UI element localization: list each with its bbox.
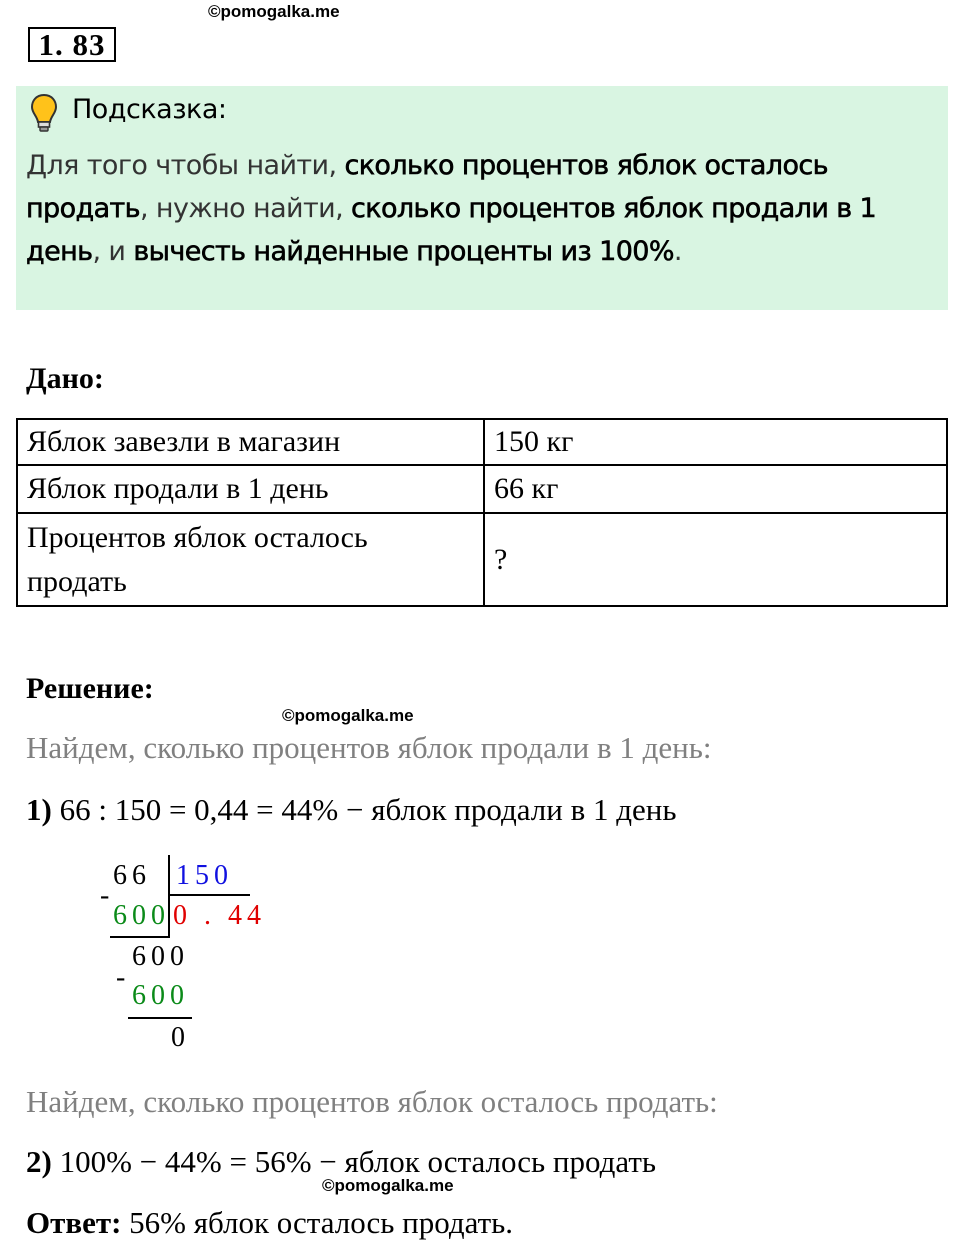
subtraction-line-2 <box>128 1017 192 1019</box>
given-label: Яблок продали в 1 день <box>17 465 484 513</box>
division-dividend: 66 <box>113 860 151 891</box>
given-label: Яблок завезли в магазин <box>17 419 484 465</box>
divisor-line <box>168 894 250 896</box>
watermark: ©pomogalka.me <box>322 1176 454 1195</box>
step2 <box>26 1144 656 1180</box>
task-number: 1. 83 <box>28 27 116 62</box>
step2-number: 2) <box>26 1144 52 1179</box>
hint-title: Подсказка: <box>72 94 227 125</box>
watermark: ©pomogalka.me <box>282 706 414 725</box>
given-heading: Дано: <box>26 362 104 395</box>
answer <box>26 1205 513 1241</box>
division-remainder-2: 0 <box>171 1022 190 1053</box>
table-row <box>17 419 947 465</box>
division-quotient: 0 . 44 <box>173 900 266 931</box>
table-row <box>17 513 947 606</box>
given-value: 66 кг <box>484 465 947 513</box>
step2-intro: Найдем, сколько процентов яблок осталось продать: <box>26 1084 718 1119</box>
step1-number: 1) <box>26 792 52 827</box>
minus-sign: - <box>100 880 115 911</box>
answer-label: Ответ: <box>26 1205 122 1240</box>
watermark: ©pomogalka.me <box>208 2 340 21</box>
solution-heading: Решение: <box>26 672 154 705</box>
table-row <box>17 465 947 513</box>
division-subtrahend-2: 600 <box>132 980 189 1011</box>
hint-text: Для того чтобы найти, сколько процентов яблок осталось продать, нужно найти, сколько процентов яблок продали в 1 день, и вычесть найденные проценты из 100%. <box>26 150 877 267</box>
division-subtrahend-1: 600 <box>113 900 170 931</box>
given-label: Процентов яблок осталось продать <box>17 513 484 606</box>
step1 <box>26 792 676 828</box>
given-value: ? <box>484 513 947 606</box>
step1-expression: 66 : 150 = 0,44 = 44% − яблок продали в 1 день <box>51 792 677 827</box>
step1-intro: Найдем, сколько процентов яблок продали в 1 день: <box>26 730 712 765</box>
lightbulb-icon <box>30 93 58 133</box>
subtraction-line-1 <box>110 936 170 938</box>
given-table <box>16 418 948 607</box>
given-value: 150 кг <box>484 419 947 465</box>
minus-sign: - <box>116 962 131 993</box>
division-remainder-1: 600 <box>132 941 189 972</box>
step2-expression: 100% − 44% = 56% − яблок осталось продать <box>51 1144 657 1179</box>
division-divisor: 150 <box>176 860 233 891</box>
answer-text: 56% яблок осталось продать. <box>121 1205 514 1240</box>
